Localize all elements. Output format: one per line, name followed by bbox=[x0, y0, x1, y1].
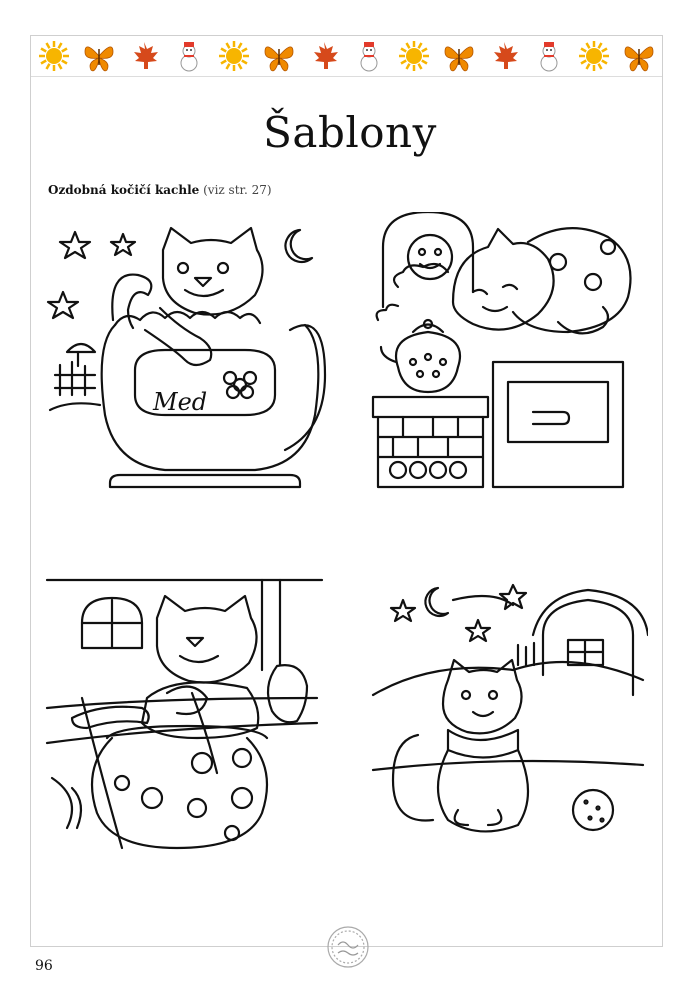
snowman-icon bbox=[352, 39, 386, 73]
illustration-cat-dotted-pot bbox=[42, 578, 327, 853]
butterfly-icon bbox=[82, 39, 116, 73]
maple-leaf-icon bbox=[307, 39, 341, 73]
snowman-icon bbox=[532, 39, 566, 73]
publisher-logo bbox=[324, 923, 372, 971]
illustration-cat-winter-house bbox=[368, 580, 648, 855]
sun-icon bbox=[577, 39, 611, 73]
sun-icon bbox=[37, 39, 71, 73]
jar-label: Med bbox=[153, 388, 208, 416]
template-caption bbox=[48, 183, 272, 197]
maple-leaf-icon bbox=[487, 39, 521, 73]
caption-title: Ozdobná kočičí kachle bbox=[48, 183, 200, 197]
sun-icon bbox=[397, 39, 431, 73]
page-title: Šablony bbox=[263, 108, 437, 157]
butterfly-icon bbox=[442, 39, 476, 73]
illustration-cat-on-stove bbox=[358, 212, 648, 492]
illustration-cat-honey-jar bbox=[45, 220, 330, 495]
butterfly-icon bbox=[622, 39, 656, 73]
snowman-icon bbox=[172, 39, 206, 73]
maple-leaf-icon bbox=[127, 39, 161, 73]
butterfly-icon bbox=[262, 39, 296, 73]
page-number: 96 bbox=[35, 958, 53, 974]
header-decoration-strip bbox=[31, 36, 662, 77]
sun-icon bbox=[217, 39, 251, 73]
caption-reference: (viz str. 27) bbox=[203, 183, 272, 197]
